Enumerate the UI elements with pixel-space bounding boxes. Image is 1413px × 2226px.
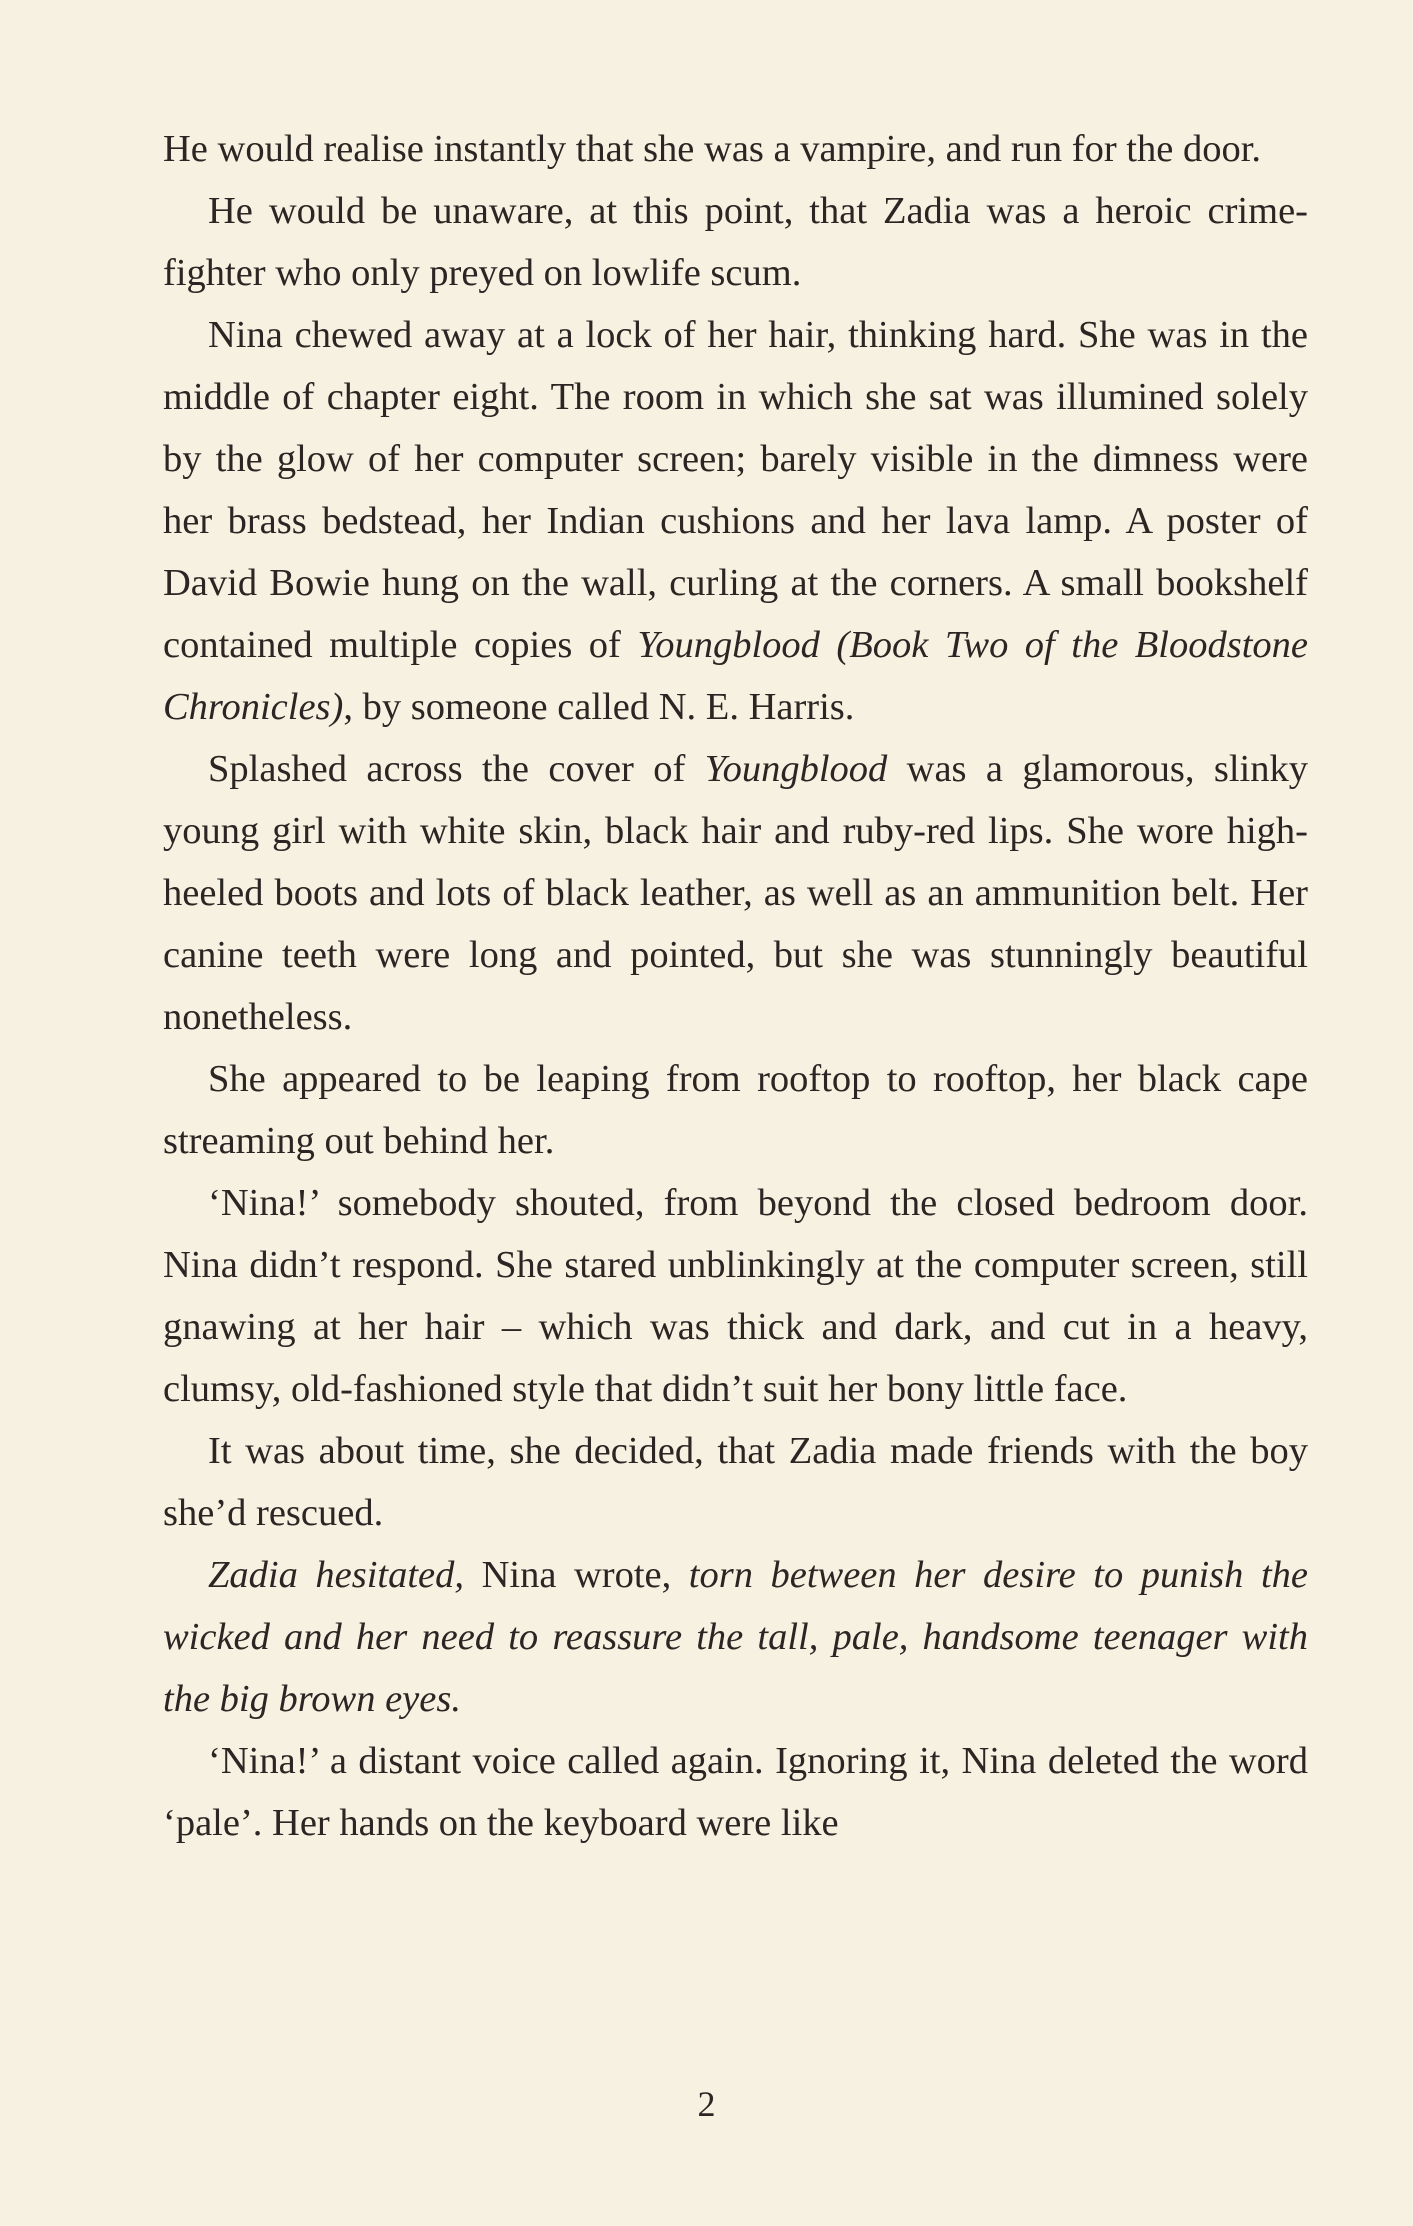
paragraph xyxy=(163,1172,1308,1420)
text-run: Nina wrote, xyxy=(464,1554,689,1596)
paragraph xyxy=(163,1730,1308,1854)
paragraph xyxy=(163,1420,1308,1544)
text-run: She appeared to be leaping from rooftop to rooftop, her black cape streaming out behind her. xyxy=(163,1058,1308,1162)
text-run: ‘Nina!’ a distant voice called again. Ignoring it, Nina deleted the word ‘pale’. Her hands on the keyboard were like xyxy=(163,1740,1308,1844)
paragraph xyxy=(163,1544,1308,1730)
paragraph xyxy=(163,180,1308,304)
text-run: It was about time, she decided, that Zadia made friends with the boy she’d rescued. xyxy=(163,1430,1308,1534)
italic-text-run: Zadia hesitated, xyxy=(208,1554,465,1596)
italic-title: Youngblood (Book Two of the Bloodstone Chronicles) xyxy=(163,624,1308,728)
text-run: Splashed across the cover of xyxy=(208,748,705,790)
text-run: ‘Nina!’ somebody shouted, from beyond the closed bedroom door. Nina didn’t respond. She stared unblinkingly at the computer screen, still gnawing at her hair – which was thick and dark, and cut in a heavy, clumsy, old-fashioned style that didn’t suit her bony little face. xyxy=(163,1182,1308,1410)
body-text xyxy=(163,118,1308,1854)
text-run: He would realise instantly that she was a vampire, and run for the door. xyxy=(163,128,1262,170)
paragraph xyxy=(163,118,1308,180)
text-run: was a glamorous, slinky young girl with white skin, black hair and ruby-red lips. She wore high-heeled boots and lots of black leather, as well as an ammunition belt. Her canine teeth were long and pointed, but she was stunningly beautiful nonetheless. xyxy=(163,748,1308,1038)
italic-text-run: torn between her desire to punish the wicked and her need to reassure the tall, pale, handsome teenager with the big brown eyes. xyxy=(163,1554,1308,1720)
paragraph xyxy=(163,1048,1308,1172)
paragraph xyxy=(163,304,1308,738)
text-run: , by someone called N. E. Harris. xyxy=(343,686,855,728)
italic-title: Youngblood xyxy=(704,748,888,790)
page-number: 2 xyxy=(697,2084,716,2124)
paragraph xyxy=(163,738,1308,1048)
text-run: Nina chewed away at a lock of her hair, thinking hard. She was in the middle of chapter eight. The room in which she sat was illumined solely by the glow of her computer screen; barely visible in the dimness were her brass bedstead, her Indian cushions and her lava lamp. A poster of David Bowie hung on the wall, curling at the corners. A small bookshelf contained multiple copies of xyxy=(163,314,1308,666)
text-run: He would be unaware, at this point, that Zadia was a heroic crime-fighter who only preyed on lowlife scum. xyxy=(163,190,1308,294)
